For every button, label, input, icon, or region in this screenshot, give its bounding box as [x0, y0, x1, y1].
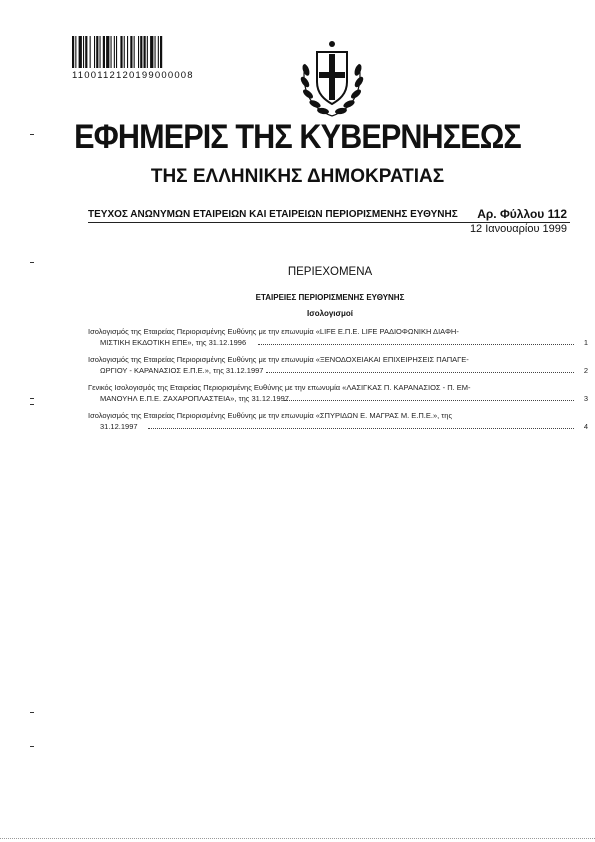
- barcode-bar: [94, 36, 95, 68]
- toc-entry: [88, 382, 588, 404]
- dot-leader: [258, 343, 574, 345]
- toc-entry-line1: Ισολογισμός της Εταιρείας Περιορισμένης Ευθύνης με την επωνυμία «ΣΠΥΡΙΔΩΝ Ε. ΜΑΓΡΑΣ Μ. Ε.Π.Ε.», της: [88, 411, 453, 420]
- barcode-number: 1100112120199000008: [72, 70, 194, 81]
- dot-leader: [148, 427, 574, 429]
- barcode-bar: [158, 36, 159, 68]
- barcode-bar: [72, 36, 74, 68]
- barcode-bar: [85, 36, 87, 68]
- barcode-bar: [75, 36, 76, 68]
- page-title: ΕΦΗΜΕΡΙΣ ΤΗΣ ΚΥΒΕΡΝΗΣΕΩΣ: [74, 118, 521, 156]
- barcode-bar: [140, 36, 142, 68]
- dot-leader: [284, 399, 574, 401]
- barcode-bar: [90, 36, 91, 68]
- toc-entry: [88, 410, 588, 432]
- dot-leader: [266, 371, 574, 373]
- section-heading: ΕΤΑΙΡΕΙΕΣ ΠΕΡΙΟΡΙΣΜΕΝΗΣ ΕΥΘΥΝΗΣ: [255, 293, 405, 302]
- barcode-bar: [160, 36, 162, 68]
- subsection-heading: Ισολογισμοί: [307, 309, 353, 318]
- scan-mark: [30, 262, 34, 263]
- barcode-bar: [134, 36, 135, 68]
- toc-heading: ΠΕΡΙΕΧΟΜΕΝΑ: [287, 266, 373, 278]
- barcode-bar: [138, 36, 139, 68]
- toc-entry-line2: 31.12.1997: [100, 422, 138, 431]
- toc-entry-line2: ΜΙΣΤΙΚΗ ΕΚΔΟΤΙΚΗ ΕΠΕ», της 31.12.1996: [100, 338, 247, 347]
- scan-edge: [0, 838, 595, 840]
- toc-entry-line1: Ισολογισμός της Εταιρείας Περιορισμένης Ευθύνης με την επωνυμία «LIFE Ε.Π.Ε. LIFE ΡΑΔΙΟΦΩΝΙΚΗ ΔΙΑΦΗ-: [88, 327, 459, 336]
- barcode-bar: [83, 36, 84, 68]
- barcode-bar: [111, 36, 112, 68]
- toc-entry-line1: Γενικός Ισολογισμός της Εταιρείας Περιορισμένης Ευθύνης με την επωνυμία «ΛΑΣΙΓΚΑΣ Π. ΚΑΡΑΝΑΣΙΟΣ - Π. ΕΜ-: [88, 383, 471, 392]
- issue-type: ΤΕΥΧΟΣ ΑΝΩΝΥΜΩΝ ΕΤΑΙΡΕΙΩΝ ΚΑΙ ΕΤΑΙΡΕΙΩΝ ΠΕΡΙΟΡΙΣΜΕΝΗΣ ΕΥΘΥΝΗΣ: [88, 209, 458, 220]
- toc-entry-line1: Ισολογισμός της Εταιρείας Περιορισμένης Ευθύνης με την επωνυμία «ΞΕΝΟΔΟΧΕΙΑΚΑΙ ΕΠΙΧΕΙΡΗΣΕΙΣ ΠΑΠΑΓΕ-: [88, 355, 469, 364]
- barcode-bar: [79, 36, 82, 68]
- barcode-bar: [130, 36, 132, 68]
- barcode-bar: [144, 36, 146, 68]
- scan-mark: [30, 712, 34, 713]
- toc-entry-line2: ΩΡΓΙΟΥ - ΚΑΡΑΝΑΣΙΟΣ Ε.Π.Ε.», της 31.12.1997: [100, 366, 264, 375]
- scan-mark: [30, 134, 34, 135]
- scan-mark: [30, 746, 34, 747]
- toc-entry: [88, 354, 588, 376]
- issue-number: Αρ. Φύλλου 112: [477, 207, 567, 221]
- toc-entry-page: 2: [583, 366, 588, 375]
- barcode-bar: [96, 36, 98, 68]
- toc-entry-page: 1: [583, 338, 588, 347]
- issue-date: 12 Ιανουαρίου 1999: [469, 223, 567, 235]
- scan-mark: [30, 398, 34, 399]
- barcode-bar: [147, 36, 148, 68]
- barcode-bar: [114, 36, 115, 68]
- scan-mark: [30, 404, 34, 405]
- toc-entry: [88, 326, 588, 348]
- page-subtitle: ΤΗΣ ΕΛΛΗΝΙΚΗΣ ΔΗΜΟΚΡΑΤΙΑΣ: [150, 166, 445, 187]
- barcode-bar: [100, 36, 101, 68]
- toc-entry-line2: ΜΑΝΟΥΗΛ Ε.Π.Ε. ΖΑΧΑΡΟΠΛΑΣΤΕΙΑ», της 31.12.1997: [100, 394, 289, 403]
- barcode-bar: [155, 36, 156, 68]
- barcode-bar: [106, 36, 109, 68]
- toc-entry-page: 4: [583, 422, 588, 431]
- toc-entry-page: 3: [583, 394, 588, 403]
- barcode-bar: [127, 36, 128, 68]
- barcode-bar: [150, 36, 153, 68]
- barcode-bar: [116, 36, 117, 68]
- barcode-bar: [120, 36, 122, 68]
- barcode-bar: [124, 36, 125, 68]
- barcode-icon: [72, 36, 210, 68]
- greek-coat-of-arms-icon: [297, 36, 367, 120]
- barcode-bar: [103, 36, 105, 68]
